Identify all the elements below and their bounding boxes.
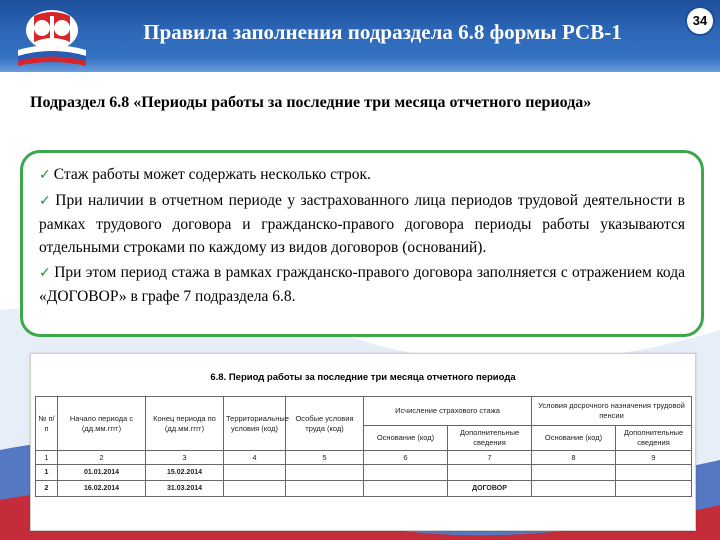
column-number: 5 bbox=[286, 451, 364, 465]
header-insurance: Исчисление страхового стажа bbox=[364, 397, 532, 426]
header-bar bbox=[0, 0, 720, 72]
table-cell bbox=[532, 481, 616, 497]
table-cell bbox=[364, 465, 448, 481]
header-start: Начало периода с (дд.мм.гггг) bbox=[58, 397, 146, 451]
pfr-logo-icon bbox=[12, 6, 92, 66]
column-number: 1 bbox=[36, 451, 58, 465]
table-cell: 15.02.2014 bbox=[146, 465, 224, 481]
table-cell: 1 bbox=[36, 465, 58, 481]
section-subtitle: Подраздел 6.8 «Периоды работы за последние три месяца отчетного периода» bbox=[30, 94, 592, 111]
header-num: № п/п bbox=[36, 397, 58, 451]
checkmark-icon: ✓ bbox=[39, 265, 52, 281]
header-glow bbox=[0, 58, 720, 72]
rule-item: ✓ При этом период стажа в рамках гражданско-правого договора заполняется с отражением кода «ДОГОВОР» в графе 7 подраздела 6.8. bbox=[39, 264, 686, 305]
column-number: 2 bbox=[58, 451, 146, 465]
header-end: Конец периода по (дд.мм.гггг) bbox=[146, 397, 224, 451]
table-cell: 31.03.2014 bbox=[146, 481, 224, 497]
table-cell bbox=[364, 481, 448, 497]
column-number: 9 bbox=[616, 451, 692, 465]
checkmark-icon: ✓ bbox=[39, 193, 53, 209]
form-table-panel bbox=[30, 353, 696, 531]
rule-item: ✓ При наличии в отчетном периоде у застрахованного лица периодов трудовой деятельности в рамках трудового договора и гражданско-правого договора периоды работы указываются отдельными строками по каждому из видов договоров (оснований). bbox=[39, 192, 686, 256]
table-cell: 01.01.2014 bbox=[58, 465, 146, 481]
table-title: 6.8. Период работы за последние три месяца отчетного периода bbox=[210, 372, 516, 383]
table-cell bbox=[532, 465, 616, 481]
table-cell bbox=[286, 481, 364, 497]
page-title: Правила заполнения подраздела 6.8 формы РСВ-1 bbox=[143, 20, 622, 44]
table-cell bbox=[448, 465, 532, 481]
header-extra-2: Дополнительные сведения bbox=[616, 426, 692, 451]
table-cell bbox=[616, 481, 692, 497]
periods-table bbox=[35, 396, 692, 497]
header-territorial: Территориальные условия (код) bbox=[224, 397, 286, 451]
header-special: Особые условия труда (код) bbox=[286, 397, 364, 451]
table-cell: 16.02.2014 bbox=[58, 481, 146, 497]
table-cell bbox=[224, 465, 286, 481]
table-cell: 2 bbox=[36, 481, 58, 497]
table-cell: ДОГОВОР bbox=[448, 481, 532, 497]
column-number: 4 bbox=[224, 451, 286, 465]
header-extra: Дополнительные сведения bbox=[448, 426, 532, 451]
header-basis-2: Основание (код) bbox=[532, 426, 616, 451]
column-number: 8 bbox=[532, 451, 616, 465]
table-cell bbox=[286, 465, 364, 481]
page-number-badge: 34 bbox=[685, 6, 715, 36]
header-early: Условия досрочного назначения трудовой пенсии bbox=[532, 397, 692, 426]
table-row bbox=[36, 481, 692, 497]
column-number: 6 bbox=[364, 451, 448, 465]
column-number: 7 bbox=[448, 451, 532, 465]
column-number-row bbox=[36, 451, 692, 465]
table-cell bbox=[224, 481, 286, 497]
rule-item: ✓ Стаж работы может содержать несколько строк. bbox=[39, 166, 371, 183]
checkmark-icon: ✓ bbox=[39, 167, 51, 183]
table-row bbox=[36, 465, 692, 481]
column-number: 3 bbox=[146, 451, 224, 465]
table-cell bbox=[616, 465, 692, 481]
header-basis: Основание (код) bbox=[364, 426, 448, 451]
rules-box bbox=[20, 150, 704, 337]
